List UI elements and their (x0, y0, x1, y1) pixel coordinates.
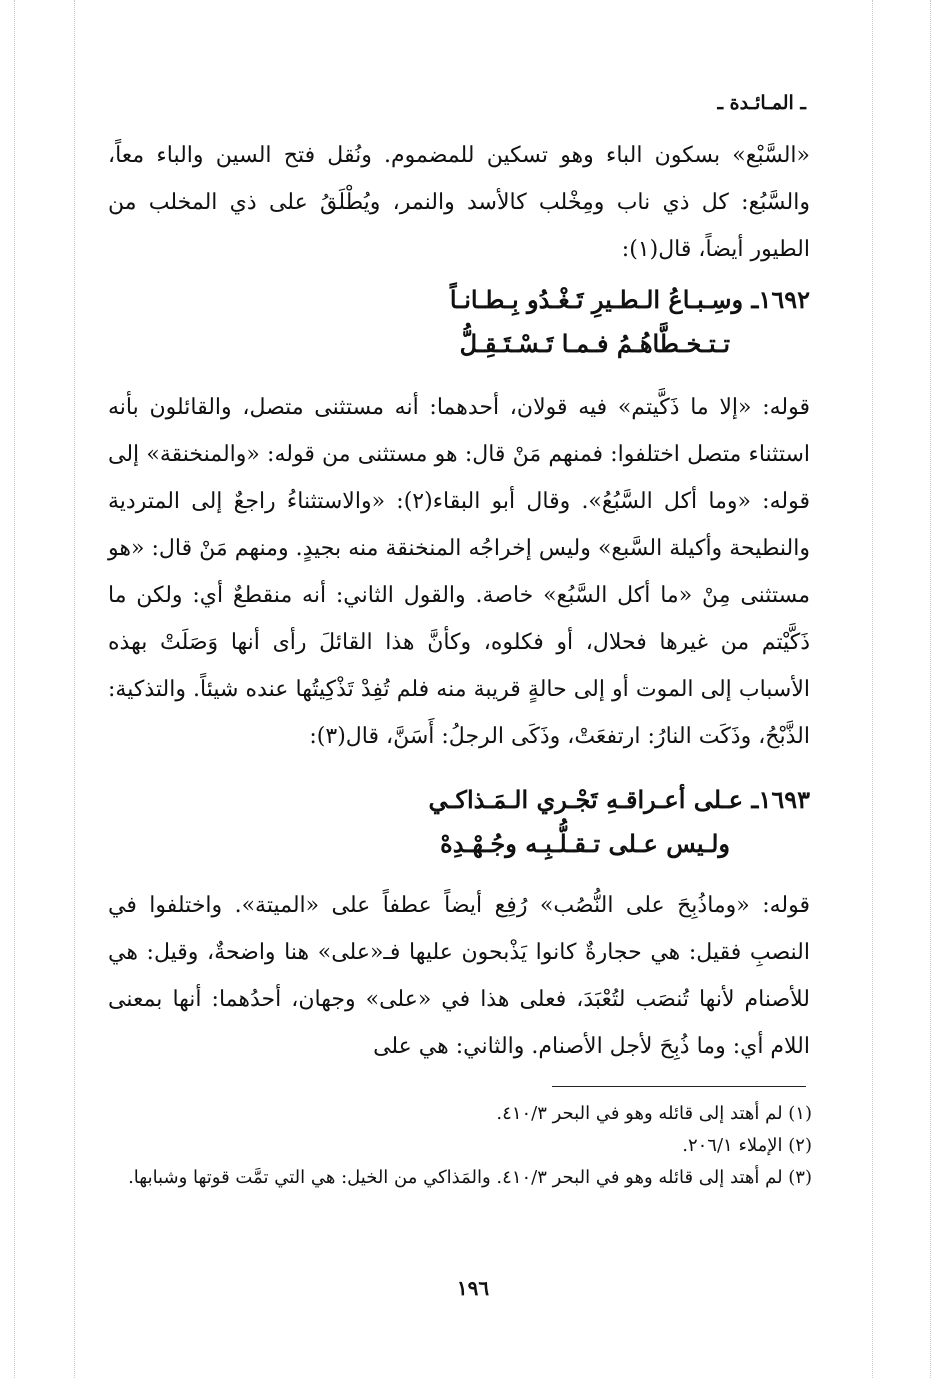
paragraph-1: «السَّبْع» بسكون الباء وهو تسكين للمضموم. ونُقل فتح السين والباء معاً، والسَّبُع: كل ذي ناب ومِخْلب كالأسد والنمر، ويُطْلَقُ على ذي المخلب من الطيور أيضاً، قال(١): (108, 143, 810, 262)
paragraph-2: قوله: «إلا ما ذَكَّيتم» فيه قولان، أحدهما: أنه مستثنى متصل، والقائلون بأنه استثناء متصل اختلفوا: فمنهم مَنْ قال: هو مستثنى من قوله: «والمنخنقة» إلى قوله: «وما أكل السَّبُعُ». وقال أبو البقاء(٢): «والاستثناءُ راجعٌ إلى المتردية والنطيحة وأكيلة السَّبع» وليس إخراجُه المنخنقة منه بجيدٍ. ومنهم مَنْ قال: «هو مستثنى مِنْ «ما أكل السَّبُع» خاصة. والقول الثاني: أنه منقطعٌ أي: ولكن ما ذَكَّيْتم من غيرها فحلال، أو فكلوه، وكأنَّ هذا القائلَ رأى أنها وَصَلَتْ بهذه الأسباب إلى الموت أو إلى حالةٍ قريبة منه فلم تُفِدْ تَذْكِيتُها عنده شيئاً. والتذكية: الذَّبْحُ، وذَكَت النارُ: ارتفعَتْ، وذَكَى الرجلُ: أَسَنَّ، قال(٣): (108, 395, 810, 749)
scan-border-left (14, 0, 15, 1378)
verse-1693 (108, 778, 810, 866)
footnote-separator (552, 1086, 806, 1087)
footnote-3: (٣) لم أهتد إلى قائله وهو في البحر ٤١٠/٣. والمَذاكي من الخيل: هي التي تمَّت قوتها وشبابها. (128, 1167, 812, 1188)
verse-1693-line-2: ولـيس عـلى تـقـلُّـبِـه وجُـهْـدِهْ (440, 829, 730, 858)
verse-1692-line-1: ١٦٩٢ـ وسِـبـاعُ الـطـيرِ تَـغْـدُو بِـطـانـاً (449, 285, 810, 314)
footnotes (108, 1098, 812, 1194)
paragraph-3: قوله: «وماذُبِحَ على النُّصُب» رُفِع أيضاً عطفاً على «الميتة». واختلفوا في النصبِ فقيل: هي حجارةٌ كانوا يَذْبحون عليها فـ«على» هنا واضحةٌ، وقيل: هي للأصنام لأنها تُنصَب لتُعْبَدَ، فعلى هذا في «على» وجهان، أحدُهما: أنها بمعنى اللام أي: وما ذُبِحَ لأجل الأصنام. والثاني: هي على (108, 893, 810, 1059)
page-number: ١٩٦ (456, 1276, 490, 1300)
verse-1692-line-2: تـتـخـطَّاهُـمُ فـمـا تَـسْـتَـقِـلُّ (459, 329, 730, 358)
running-header: ـ المـائـدة ـ (717, 92, 806, 114)
footnote-1: (١) لم أهتد إلى قائله وهو في البحر ٤١٠/٣. (496, 1103, 812, 1124)
verse-1692 (108, 278, 810, 366)
scan-border-right (930, 0, 931, 1378)
verse-1693-line-1: ١٦٩٣ـ عـلى أعـراقـهِ تَجْـري الـمَـذاكـي (428, 785, 810, 814)
footnote-2: (٢) الإملاء ٢٠٦/١. (682, 1135, 812, 1156)
scan-border-right-inner (872, 0, 873, 1378)
scan-border-left-inner (74, 0, 75, 1378)
